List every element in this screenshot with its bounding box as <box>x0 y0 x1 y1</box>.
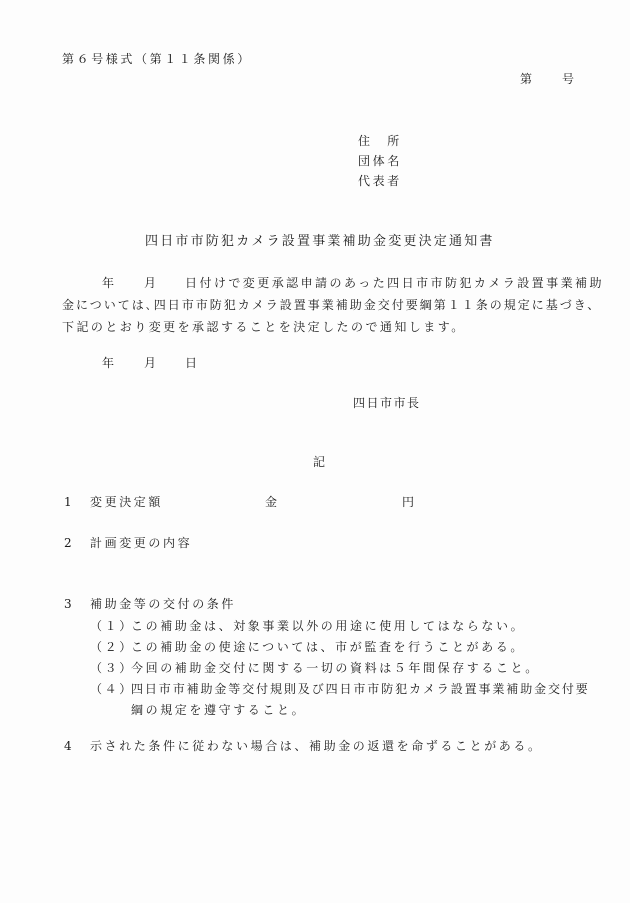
condition-4-text: 四日市市補助金等交付規則及び四日市市防犯カメラ設置事業補助金交付要 <box>131 682 590 696</box>
item4-label: 示された条件に従わない場合は、補助金の返還を命ずることがある。 <box>90 739 543 753</box>
body-year: 年 <box>102 276 117 290</box>
condition-2-number: （２） <box>90 640 134 654</box>
body-line3: 下記のとおり変更を承認することを決定したので通知します。 <box>62 320 466 334</box>
date-month: 月 <box>144 356 159 370</box>
condition-2-text: この補助金の使途については、市が監査を行うことがある。 <box>131 640 525 654</box>
condition-3-number: （３） <box>90 661 134 675</box>
condition-1-number: （１） <box>90 619 134 633</box>
item1-number: 1 <box>64 495 75 509</box>
condition-3-text: 今回の補助金交付に関する一切の資料は５年間保存すること。 <box>131 661 540 675</box>
address-label: 住 所 <box>358 134 402 148</box>
body-line2: 金については､四日市市防犯カメラ設置事業補助金交付要綱第１１条の規定に基づき、 <box>62 298 602 312</box>
condition-1-text: この補助金は、対象事業以外の用途に使用してはならない。 <box>131 619 526 633</box>
item2-label: 計画変更の内容 <box>90 536 193 550</box>
doc-number-prefix: 第 <box>520 72 535 86</box>
item4-number: 4 <box>64 739 75 753</box>
item1-label: 変更決定額 <box>90 495 164 509</box>
issuer-mayor: 四日市市長 <box>353 396 421 410</box>
item3-number: 3 <box>64 597 75 611</box>
doc-number-suffix: 号 <box>562 72 577 86</box>
org-name-label: 団体名 <box>358 154 402 168</box>
item1-yen: 円 <box>402 495 417 509</box>
date-year: 年 <box>102 356 117 370</box>
date-day: 日 <box>185 356 200 370</box>
form-label: 第６号様式（第１１条関係） <box>62 52 252 66</box>
body-month: 月 <box>144 276 159 290</box>
item1-kin: 金 <box>265 495 280 509</box>
condition-4-number: （４） <box>90 682 134 696</box>
condition-4-continuation: 綱の規定を遵守すること。 <box>131 703 307 717</box>
document-title: 四日市市防犯カメラ設置事業補助金変更決定通知書 <box>145 234 495 249</box>
item2-number: 2 <box>64 536 75 550</box>
body-line1: 日付けで変更承認申請のあった四日市市防犯カメラ設置事業補助 <box>185 276 604 290</box>
ki-heading: 記 <box>313 455 328 469</box>
representative-label: 代表者 <box>358 174 402 188</box>
item3-label: 補助金等の交付の条件 <box>90 597 237 611</box>
